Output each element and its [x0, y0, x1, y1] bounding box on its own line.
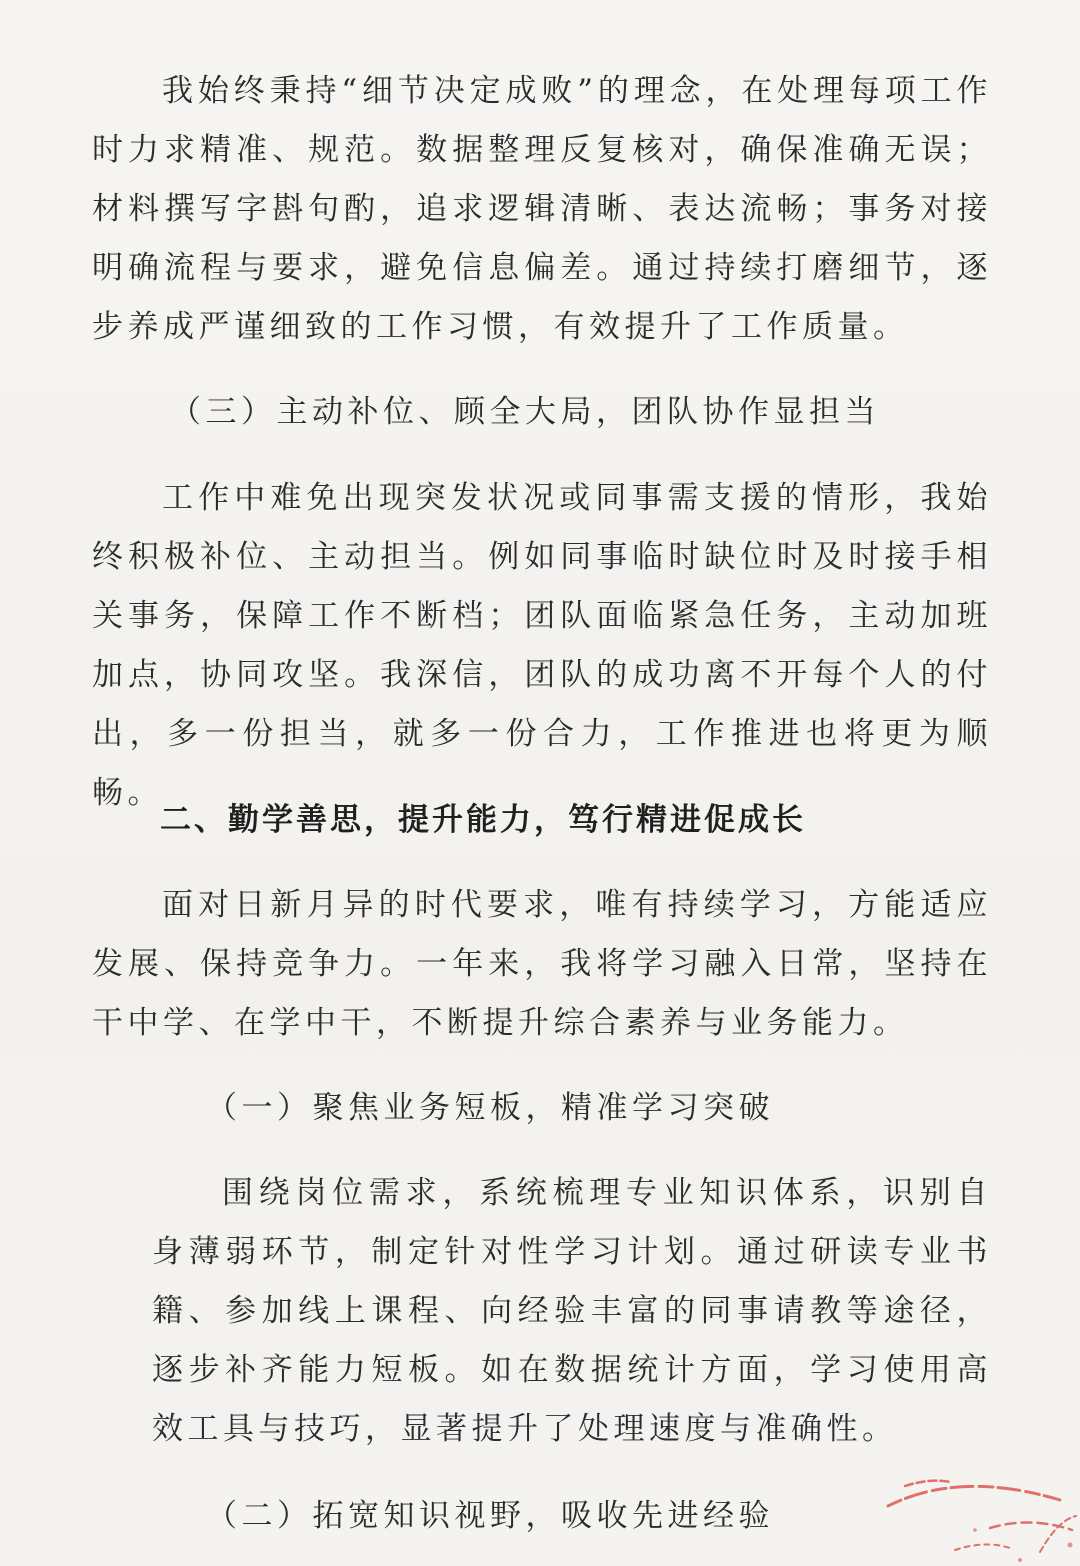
body-paragraph-learning-intro: 面对日新月异的时代要求，唯有持续学习，方能适应发展、保持竞争力。一年来，我将学习融入日常，坚持在干中学、在学中干，不断提升综合素养与业务能力。	[92, 887, 992, 1041]
subheading-teamwork: （三）主动补位、顾全大局，团队协作显担当	[170, 394, 880, 430]
body-paragraph-teamwork: 工作中难免出现突发状况或同事需支援的情形，我始终积极补位、主动担当。例如同事临时缺位时及时接手相关事务，保障工作不断档；团队面临紧急任务，主动加班加点，协同攻坚。我深信，团队的成功离不开每个人的付出，多一份担当，就多一份合力，工作推进也将更为顺畅。	[92, 480, 992, 811]
body-paragraph-skill-gaps: 围绕岗位需求，系统梳理专业知识体系，识别自身薄弱环节，制定针对性学习计划。通过研读专业书籍、参加线上课程、向经验丰富的同事请教等途径，逐步补齐能力短板。如在数据统计方面，学习使用高效工具与技巧，显著提升了处理速度与准确性。	[152, 1175, 992, 1447]
subheading-broaden-knowledge: （二）拓宽知识视野，吸收先进经验	[206, 1498, 774, 1534]
section-title-learning: 二、勤学善思，提升能力，笃行精进促成长	[160, 802, 806, 838]
subheading-skill-gaps: （一）聚焦业务短板，精准学习突破	[206, 1090, 774, 1126]
body-paragraph-detail-oriented: 我始终秉持“细节决定成败”的理念，在处理每项工作时力求精准、规范。数据整理反复核对，确保准确无误；材料撰写字斟句酌，追求逻辑清晰、表达流畅；事务对接明确流程与要求，避免信息偏差。通过持续打磨细节，逐步养成严谨细致的工作习惯，有效提升了工作质量。	[92, 73, 992, 345]
